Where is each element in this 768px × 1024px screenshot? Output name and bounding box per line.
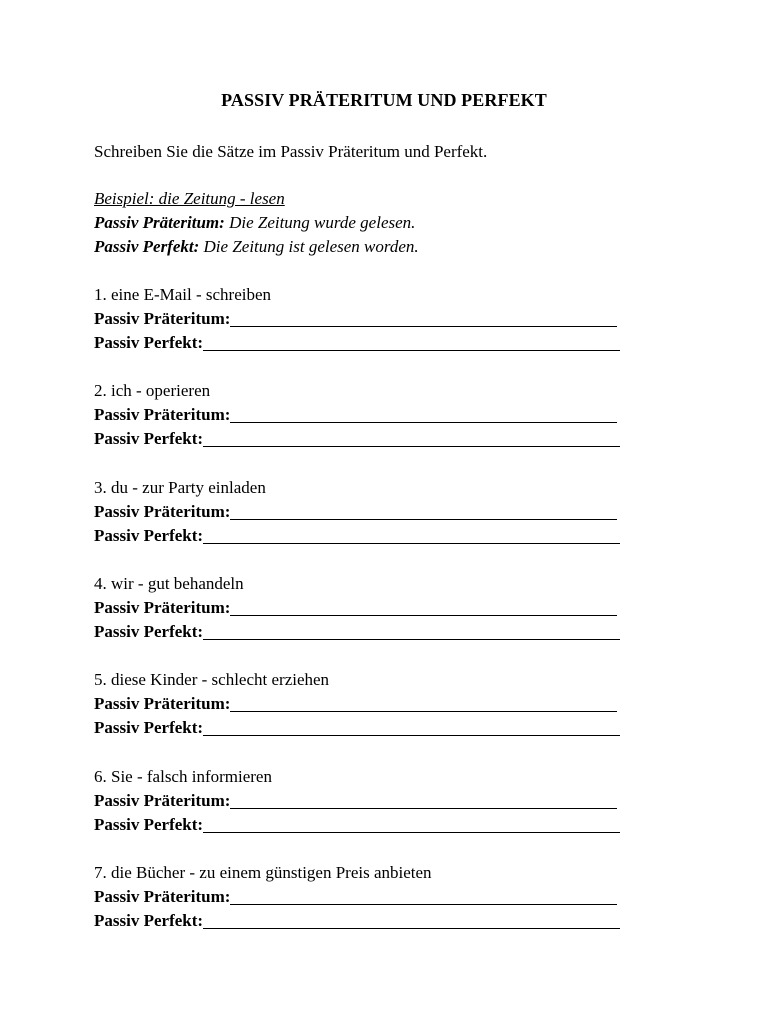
exercise-prompt: 2. ich - operieren <box>94 381 211 400</box>
perfekt-label: Passiv Perfekt: <box>94 718 204 737</box>
answer-praeteritum-row <box>94 500 654 524</box>
answer-praeteritum-blank[interactable] <box>230 886 617 905</box>
exercise-1 <box>94 283 654 355</box>
example-praeteritum-label: Passiv Präteritum: <box>94 213 225 232</box>
exercise-prompt: 7. die Bücher - zu einem günstigen Preis anbieten <box>94 863 432 882</box>
perfekt-label: Passiv Perfekt: <box>94 815 204 834</box>
example-block <box>94 187 419 259</box>
praeteritum-label: Passiv Präteritum: <box>94 405 231 424</box>
answer-perfekt-row <box>94 524 654 548</box>
praeteritum-label: Passiv Präteritum: <box>94 309 231 328</box>
exercise-2 <box>94 379 654 451</box>
exercise-prompt: 6. Sie - falsch informieren <box>94 767 272 786</box>
exercise-prompt: 1. eine E-Mail - schreiben <box>94 285 272 304</box>
exercise-prompt: 3. du - zur Party einladen <box>94 478 266 497</box>
answer-perfekt-row <box>94 716 654 740</box>
praeteritum-label: Passiv Präteritum: <box>94 694 231 713</box>
answer-praeteritum-row <box>94 885 654 909</box>
answer-praeteritum-blank[interactable] <box>230 501 617 520</box>
answer-praeteritum-blank[interactable] <box>230 308 617 327</box>
praeteritum-label: Passiv Präteritum: <box>94 598 231 617</box>
answer-praeteritum-row <box>94 692 654 716</box>
answer-praeteritum-row <box>94 596 654 620</box>
perfekt-label: Passiv Perfekt: <box>94 911 204 930</box>
answer-perfekt-row <box>94 813 654 837</box>
answer-perfekt-row <box>94 909 654 933</box>
answer-perfekt-blank[interactable] <box>203 621 620 640</box>
answer-praeteritum-row <box>94 789 654 813</box>
example-perfekt-label: Passiv Perfekt: <box>94 237 200 256</box>
perfekt-label: Passiv Perfekt: <box>94 333 204 352</box>
praeteritum-label: Passiv Präteritum: <box>94 502 231 521</box>
perfekt-label: Passiv Perfekt: <box>94 429 204 448</box>
answer-praeteritum-blank[interactable] <box>230 693 617 712</box>
perfekt-label: Passiv Perfekt: <box>94 526 204 545</box>
praeteritum-label: Passiv Präteritum: <box>94 791 231 810</box>
example-praeteritum-text: Die Zeitung wurde gelesen. <box>224 213 416 232</box>
answer-perfekt-blank[interactable] <box>203 428 620 447</box>
exercise-prompt: 4. wir - gut behandeln <box>94 574 244 593</box>
answer-perfekt-blank[interactable] <box>203 910 620 929</box>
answer-perfekt-blank[interactable] <box>203 717 620 736</box>
answer-perfekt-row <box>94 427 654 451</box>
page-title: PASSIV PRÄTERITUM UND PERFEKT <box>221 90 547 110</box>
answer-praeteritum-blank[interactable] <box>230 404 617 423</box>
answer-perfekt-blank[interactable] <box>203 525 620 544</box>
answer-praeteritum-blank[interactable] <box>230 790 617 809</box>
answer-perfekt-blank[interactable] <box>203 814 620 833</box>
example-heading: Beispiel: die Zeitung - lesen <box>94 189 285 208</box>
exercise-3 <box>94 476 654 548</box>
answer-perfekt-row <box>94 331 654 355</box>
praeteritum-label: Passiv Präteritum: <box>94 887 231 906</box>
perfekt-label: Passiv Perfekt: <box>94 622 204 641</box>
exercise-4 <box>94 572 654 644</box>
exercise-6 <box>94 765 654 837</box>
answer-praeteritum-blank[interactable] <box>230 597 617 616</box>
answer-perfekt-row <box>94 620 654 644</box>
exercise-7 <box>94 861 654 933</box>
example-perfekt-text: Die Zeitung ist gelesen worden. <box>199 237 419 256</box>
answer-perfekt-blank[interactable] <box>203 332 620 351</box>
answer-praeteritum-row <box>94 307 654 331</box>
answer-praeteritum-row <box>94 403 654 427</box>
exercise-5 <box>94 668 654 740</box>
instruction-text: Schreiben Sie die Sätze im Passiv Präteritum und Perfekt. <box>94 142 488 161</box>
exercise-prompt: 5. diese Kinder - schlecht erziehen <box>94 670 330 689</box>
